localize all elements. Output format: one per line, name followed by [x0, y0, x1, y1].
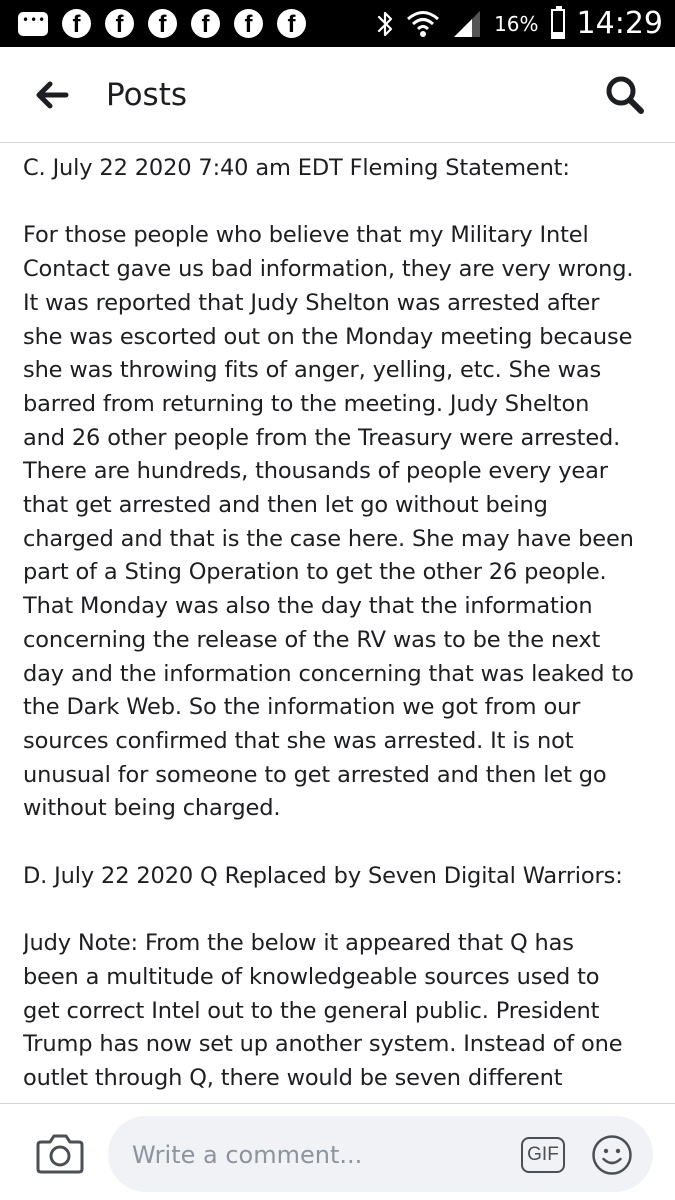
- comment-input[interactable]: [108, 1116, 653, 1192]
- clock: 14:29: [576, 6, 663, 41]
- wifi-icon: [406, 9, 440, 39]
- facebook-icon: f: [191, 9, 220, 38]
- facebook-icon: f: [148, 9, 177, 38]
- camera-button[interactable]: [36, 1132, 84, 1174]
- facebook-icon: f: [105, 9, 134, 38]
- battery-percent: 16%: [494, 11, 539, 36]
- battery-fill: [553, 32, 563, 36]
- smiley-icon: [591, 1134, 633, 1176]
- back-button[interactable]: [30, 75, 74, 115]
- top-app-bar: [0, 47, 675, 143]
- signal-icon: [452, 9, 482, 39]
- messages-icon: [18, 12, 48, 36]
- facebook-icon: f: [277, 9, 306, 38]
- arrow-left-icon: [30, 75, 74, 115]
- status-bar: [0, 0, 675, 47]
- notification-icons: [18, 0, 306, 47]
- bluetooth-icon: [376, 10, 394, 38]
- search-button[interactable]: [603, 73, 647, 117]
- comment-placeholder: Write a comment...: [132, 1141, 363, 1169]
- system-status: [376, 0, 663, 47]
- post-content: [23, 152, 663, 1102]
- facebook-icon: f: [234, 9, 263, 38]
- gif-button[interactable]: GIF: [521, 1137, 565, 1173]
- comment-bar: [0, 1103, 675, 1200]
- page-title: Posts: [106, 77, 188, 113]
- post-text: C. July 22 2020 7:40 am EDT Fleming Statement: For those people who believe that my Military Intel Contact gave us bad information, they are very wrong. It was reported that Judy Shelton was arrested after she was escorted out on the Monday meeting because she was throwing fits of anger, yelling, etc. She was barred from returning to the meeting. Judy Shelton and 26 other people from the Treasury were arrested. There are hundreds, thousands of people every year that get arrested and then let go without being charged and that is the case here. She may have been part of a Sting Operation to get the other 26 people. That Monday was also the day that the information concerning the release of the RV was to be the next day and the information concerning that was leaked to the Dark Web. So the information we got from our sources confirmed that she was arrested. It is not unusual for someone to get arrested and then let go without being charged. D. July 22 2020 Q Replaced by Seven Digital Warriors: Judy Note: From the below it appeared that Q has been a multitude of knowledgeable sources used to get correct Intel out to the general public. President Trump has now set up another system. Instead of one outlet through Q, there would be seven different: [23, 155, 634, 1091]
- facebook-icon: f: [62, 9, 91, 38]
- search-icon: [603, 73, 647, 117]
- emoji-button[interactable]: [591, 1134, 633, 1176]
- battery-icon: [551, 9, 565, 39]
- camera-icon: [36, 1132, 84, 1174]
